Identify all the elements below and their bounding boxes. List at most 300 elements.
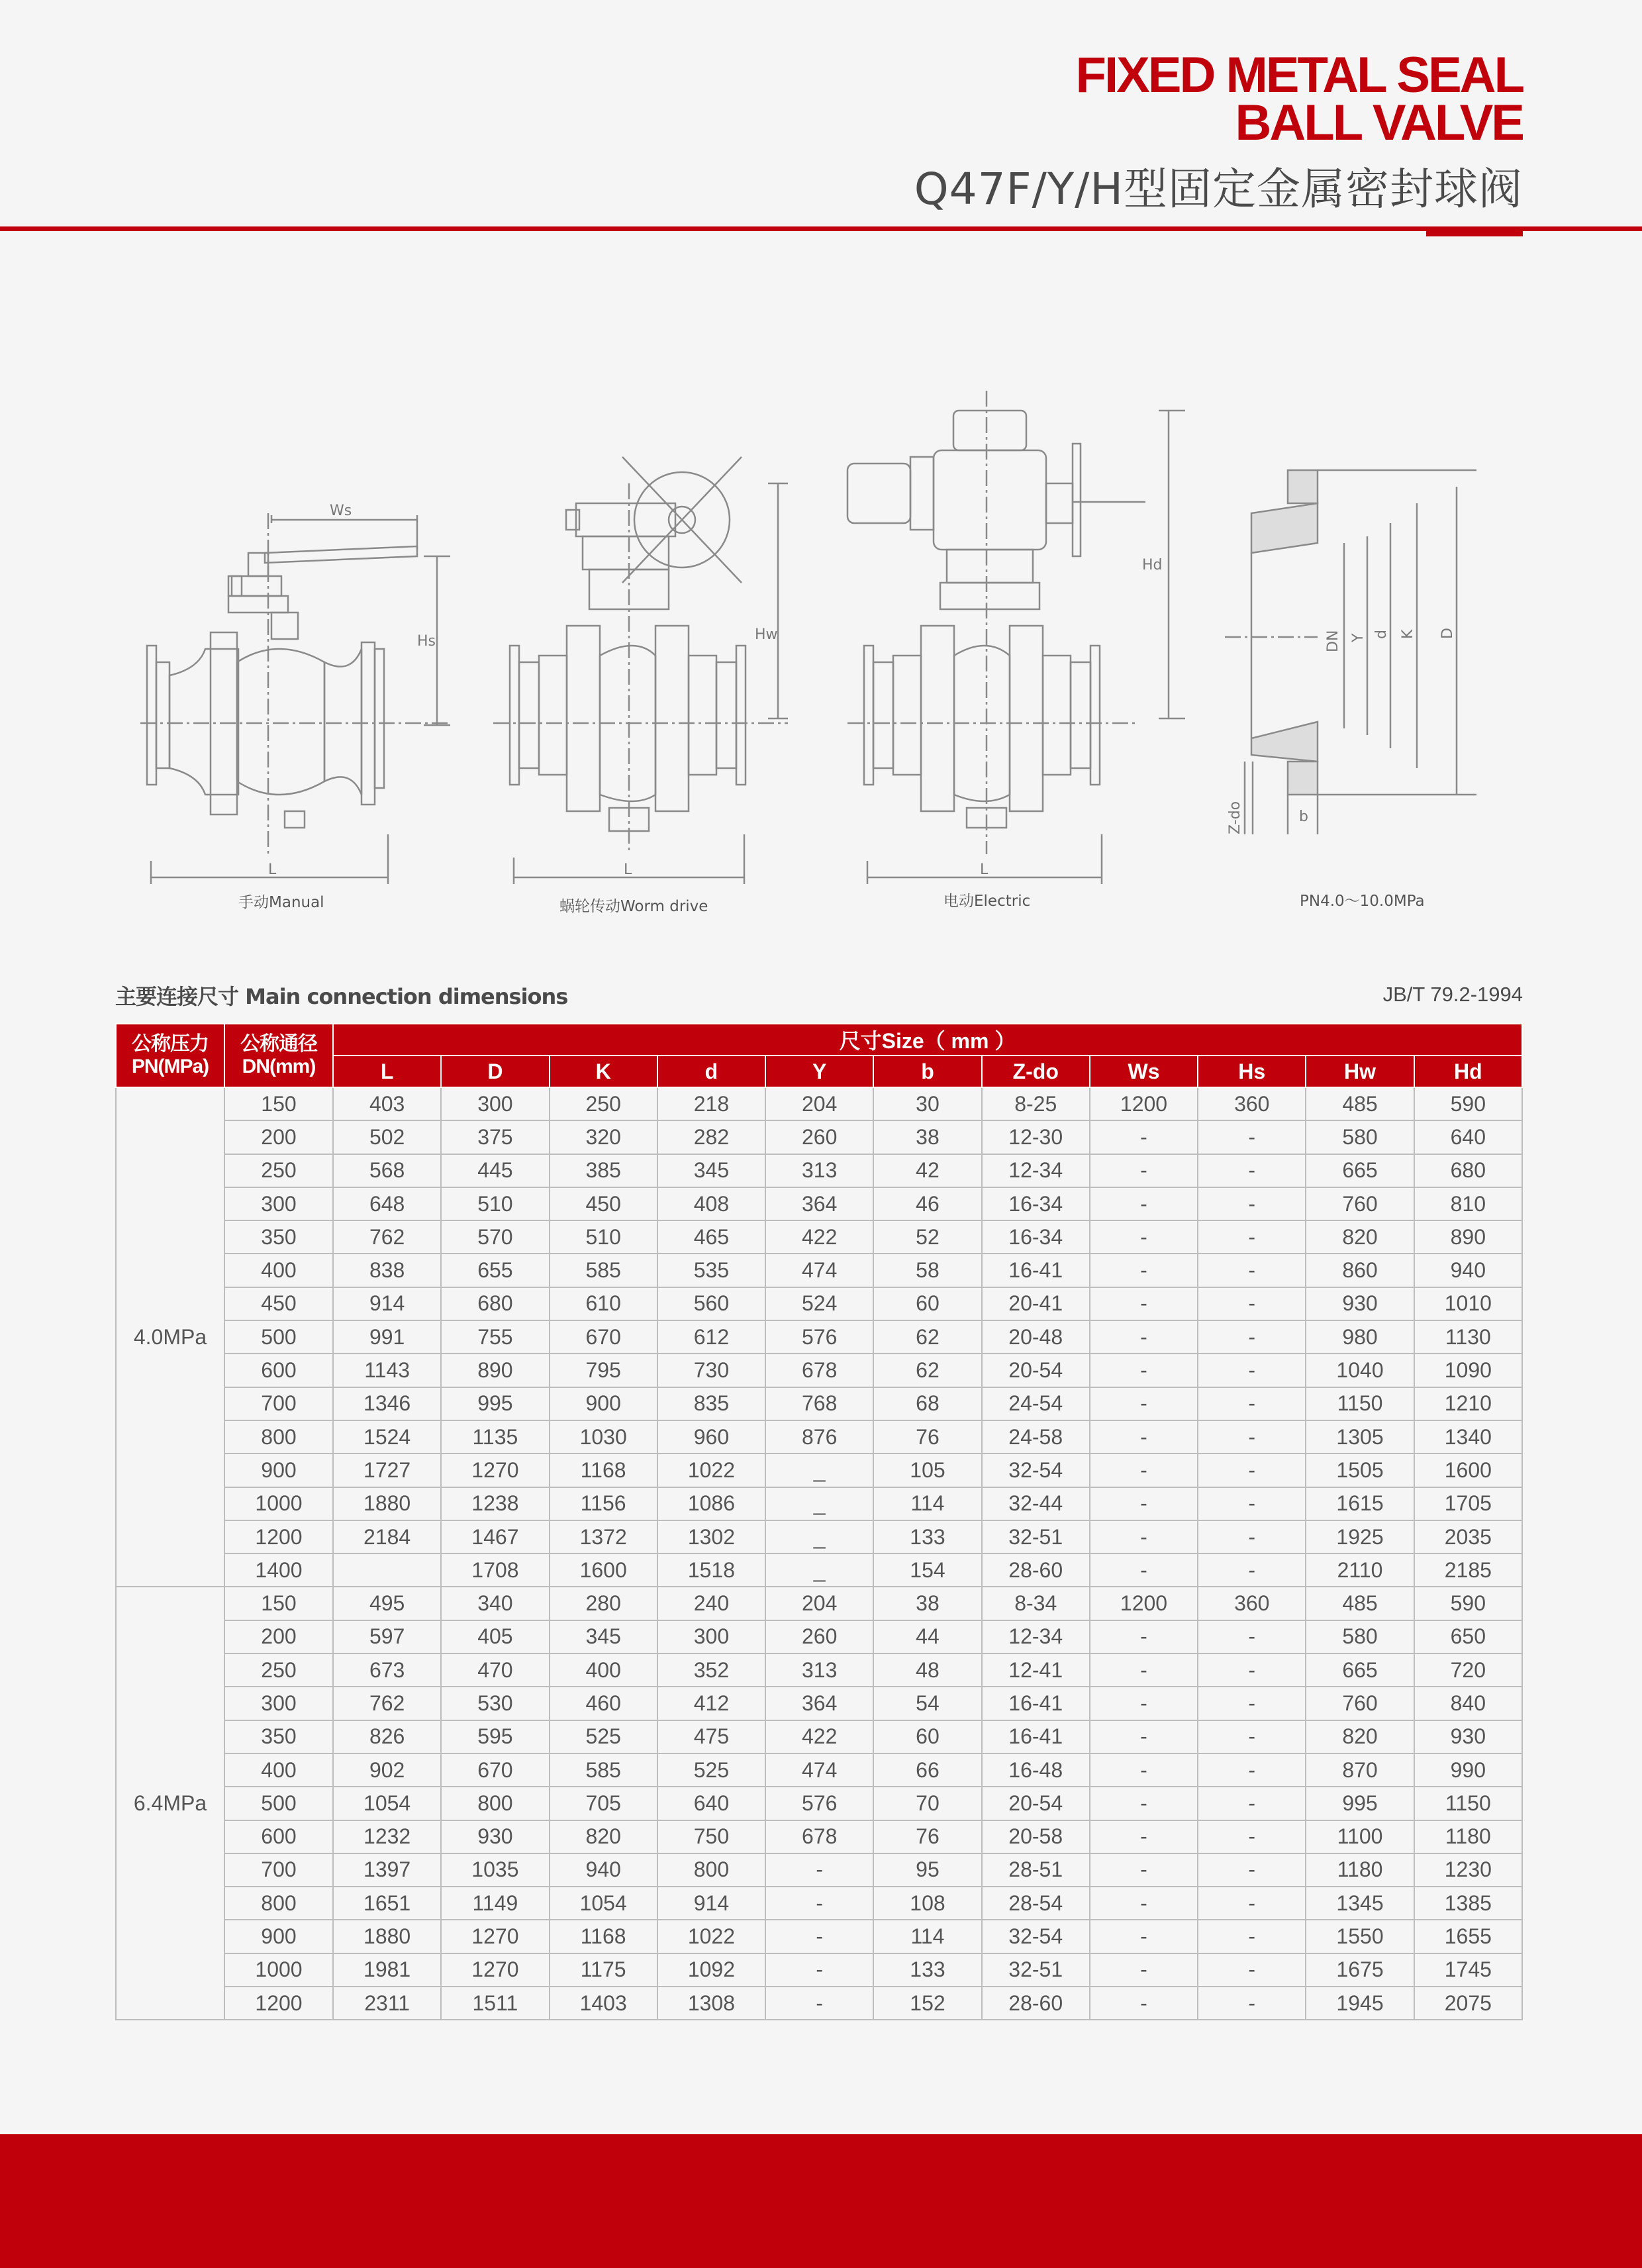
table-cell: - (1198, 1653, 1306, 1687)
table-cell: 320 (550, 1120, 657, 1154)
table-row (116, 1154, 1522, 1187)
table-cell: 1981 (333, 1953, 441, 1987)
table-cell: 28-54 (982, 1887, 1090, 1920)
table-cell: 1302 (657, 1520, 765, 1553)
table-cell: 705 (550, 1787, 657, 1820)
table-cell: 20-58 (982, 1820, 1090, 1853)
table-cell: - (1090, 1753, 1198, 1787)
table-cell: 300 (224, 1687, 333, 1720)
table-cell: 405 (441, 1620, 549, 1653)
table-cell: 560 (657, 1287, 765, 1320)
table-cell: 1150 (1306, 1387, 1414, 1420)
table-row (116, 1287, 1522, 1320)
label-hs: Hs (417, 633, 436, 650)
table-cell: 838 (333, 1254, 441, 1287)
label-D: D (1439, 628, 1456, 639)
table-cell: 300 (224, 1187, 333, 1220)
table-cell: 28-51 (982, 1853, 1090, 1887)
table-cell: - (1090, 1420, 1198, 1454)
table-cell: 1200 (224, 1987, 333, 2020)
table-cell: 364 (765, 1187, 873, 1220)
label-l-electric: L (980, 862, 989, 878)
table-cell: 300 (441, 1087, 549, 1120)
table-cell: 350 (224, 1720, 333, 1753)
table-cell: 902 (333, 1753, 441, 1787)
table-cell: 810 (1414, 1187, 1522, 1220)
table-cell: 640 (657, 1787, 765, 1820)
table-cell: 32-44 (982, 1487, 1090, 1520)
table-cell: 340 (441, 1587, 549, 1620)
table-cell: 1745 (1414, 1953, 1522, 1987)
table-cell: - (765, 1953, 873, 1987)
table-cell: - (1090, 1320, 1198, 1354)
column-header: Z-do (982, 1056, 1090, 1087)
table-cell: 450 (550, 1187, 657, 1220)
table-cell: 218 (657, 1087, 765, 1120)
table-cell: 2035 (1414, 1520, 1522, 1553)
table-cell: 914 (333, 1287, 441, 1320)
table-cell: 980 (1306, 1320, 1414, 1354)
table-cell: 900 (224, 1454, 333, 1487)
table-cell: 16-41 (982, 1687, 1090, 1720)
table-cell: 1305 (1306, 1420, 1414, 1454)
header-rule-accent (1426, 226, 1523, 236)
table-cell: 460 (550, 1687, 657, 1720)
table-cell: 1230 (1414, 1853, 1522, 1887)
table-cell: 990 (1414, 1753, 1522, 1787)
table-cell: - (1198, 1987, 1306, 2020)
table-cell: 204 (765, 1587, 873, 1620)
table-cell: 76 (873, 1420, 981, 1454)
table-cell: - (1198, 1487, 1306, 1520)
table-cell: 422 (765, 1720, 873, 1753)
table-cell: 70 (873, 1787, 981, 1820)
table-row (116, 1953, 1522, 1987)
table-cell: 1035 (441, 1853, 549, 1887)
table-cell: 352 (657, 1653, 765, 1687)
table-cell: 345 (550, 1620, 657, 1653)
table-cell: - (1090, 1387, 1198, 1420)
table-cell: 133 (873, 1953, 981, 1987)
table-cell: 2311 (333, 1987, 441, 2020)
column-header: Hs (1198, 1056, 1306, 1087)
table-cell: 1022 (657, 1454, 765, 1487)
table-cell: 16-41 (982, 1720, 1090, 1753)
label-hw: Hw (755, 626, 778, 643)
table-cell: 760 (1306, 1187, 1414, 1220)
table-cell: 42 (873, 1154, 981, 1187)
header-dn-line: 公称通径 (240, 1033, 317, 1055)
table-cell: 465 (657, 1220, 765, 1254)
title-line-2: BALL VALVE (1235, 95, 1523, 151)
table-cell: 400 (550, 1653, 657, 1687)
header-dn (224, 1024, 333, 1087)
manual-valve-drawing (140, 513, 450, 884)
table-cell: 1175 (550, 1953, 657, 1987)
table-cell: 860 (1306, 1254, 1414, 1287)
table-cell: 200 (224, 1620, 333, 1653)
table-cell: 154 (873, 1553, 981, 1587)
table-cell: 16-41 (982, 1254, 1090, 1287)
dimension-labels (268, 503, 1456, 878)
table-cell: - (1090, 1987, 1198, 2020)
page-subtitle-cn: Q47F/Y/H型固定金属密封球阀 (914, 164, 1523, 215)
table-cell: - (1090, 1920, 1198, 1953)
table-cell: 1210 (1414, 1387, 1522, 1420)
table-cell: 422 (765, 1220, 873, 1254)
table-cell: 46 (873, 1187, 981, 1220)
table-cell: 1340 (1414, 1420, 1522, 1454)
table-cell: - (1090, 1887, 1198, 1920)
table-cell: 585 (550, 1753, 657, 1787)
table-cell: - (1198, 1320, 1306, 1354)
table-cell: 32-54 (982, 1920, 1090, 1953)
table-cell: 12-34 (982, 1154, 1090, 1187)
table-row (116, 1454, 1522, 1487)
table-cell: - (1198, 1254, 1306, 1287)
table-cell: 568 (333, 1154, 441, 1187)
table-cell: - (1198, 1720, 1306, 1753)
table-row (116, 1620, 1522, 1653)
table-cell: - (1090, 1520, 1198, 1553)
table-cell: 204 (765, 1087, 873, 1120)
table-cell: 1200 (1090, 1587, 1198, 1620)
table-cell: 870 (1306, 1753, 1414, 1787)
table-cell: 678 (765, 1820, 873, 1853)
table-cell: 678 (765, 1354, 873, 1387)
table-cell (333, 1553, 441, 1587)
table-cell: 450 (224, 1287, 333, 1320)
worm-drive-valve-drawing (493, 457, 788, 884)
table-cell: 1400 (224, 1553, 333, 1587)
table-cell: 20-41 (982, 1287, 1090, 1320)
table-cell: 260 (765, 1620, 873, 1653)
table-cell: 960 (657, 1420, 765, 1454)
header-size: 尺寸Size（ mm ） (333, 1024, 1522, 1056)
dimensions-table (115, 1023, 1523, 2020)
table-cell: 930 (1414, 1720, 1522, 1753)
table-cell: - (1198, 1220, 1306, 1254)
label-b: b (1299, 809, 1308, 825)
table-cell: - (1198, 1354, 1306, 1387)
table-cell: 590 (1414, 1087, 1522, 1120)
table-cell: 1403 (550, 1987, 657, 2020)
table-cell: 375 (441, 1120, 549, 1154)
table-cell: 1092 (657, 1953, 765, 1987)
table-cell: 1600 (550, 1553, 657, 1587)
table-row (116, 1753, 1522, 1787)
table-cell: 44 (873, 1620, 981, 1653)
table-cell: 1130 (1414, 1320, 1522, 1354)
table-cell: 62 (873, 1354, 981, 1387)
table-cell: 762 (333, 1687, 441, 1720)
table-row (116, 1687, 1522, 1720)
table-cell: - (1198, 1287, 1306, 1320)
table-cell: 1705 (1414, 1487, 1522, 1520)
table-row (116, 1820, 1522, 1853)
table-cell: - (765, 1887, 873, 1920)
column-header: d (657, 1056, 765, 1087)
table-cell: - (1198, 1920, 1306, 1953)
table-cell: 412 (657, 1687, 765, 1720)
table-cell: 1090 (1414, 1354, 1522, 1387)
table-cell: 1270 (441, 1920, 549, 1953)
table-cell: 60 (873, 1287, 981, 1320)
table-cell: 665 (1306, 1653, 1414, 1687)
table-cell: 755 (441, 1320, 549, 1354)
table-cell: 280 (550, 1587, 657, 1620)
table-cell: - (1090, 1953, 1198, 1987)
table-cell: 650 (1414, 1620, 1522, 1653)
table-cell: - (1198, 1553, 1306, 1587)
table-row (116, 1887, 1522, 1920)
table-cell: 890 (1414, 1220, 1522, 1254)
table-cell: - (1198, 1120, 1306, 1154)
table-cell: 8-34 (982, 1587, 1090, 1620)
table-cell: - (1090, 1787, 1198, 1820)
table-cell: 1180 (1306, 1853, 1414, 1887)
table-cell: 840 (1414, 1687, 1522, 1720)
pressure-group-cell: 6.4MPa (116, 1587, 224, 2020)
table-cell: 730 (657, 1354, 765, 1387)
header-rule (0, 226, 1642, 231)
table-cell: 150 (224, 1087, 333, 1120)
table-cell: 835 (657, 1387, 765, 1420)
table-cell: 1030 (550, 1420, 657, 1454)
table-cell: - (1198, 1187, 1306, 1220)
table-cell: 762 (333, 1220, 441, 1254)
table-cell: 114 (873, 1920, 981, 1953)
table-cell: - (1090, 1220, 1198, 1254)
table-cell: 665 (1306, 1154, 1414, 1187)
table-cell: - (765, 1987, 873, 2020)
table-cell: 890 (441, 1354, 549, 1387)
table-cell: - (1090, 1553, 1198, 1587)
table-row (116, 1254, 1522, 1287)
header-dn-line: DN(mm) (242, 1056, 316, 1077)
table-cell: - (1198, 1687, 1306, 1720)
table-cell: 1615 (1306, 1487, 1414, 1520)
table-cell: - (1198, 1420, 1306, 1454)
table-cell: - (1090, 1154, 1198, 1187)
table-cell: 445 (441, 1154, 549, 1187)
table-row (116, 1387, 1522, 1420)
table-row (116, 1787, 1522, 1820)
table-cell: 68 (873, 1387, 981, 1420)
table-row (116, 1087, 1522, 1120)
table-cell: 795 (550, 1354, 657, 1387)
table-cell: 597 (333, 1620, 441, 1653)
table-cell: 52 (873, 1220, 981, 1254)
table-cell: _ (765, 1553, 873, 1587)
table-cell: 1655 (1414, 1920, 1522, 1953)
table-cell: - (1198, 1753, 1306, 1787)
table-cell: 510 (550, 1220, 657, 1254)
table-cell: 152 (873, 1987, 981, 2020)
table-cell: _ (765, 1454, 873, 1487)
table-cell: - (1198, 1520, 1306, 1553)
table-cell: 12-34 (982, 1620, 1090, 1653)
table-cell: 1397 (333, 1853, 441, 1887)
table-cell: 800 (657, 1853, 765, 1887)
section-title: 主要连接尺寸 Main connection dimensions (115, 984, 568, 1009)
table-cell: 1372 (550, 1520, 657, 1553)
table-cell: - (765, 1920, 873, 1953)
table-row (116, 1320, 1522, 1354)
valve-drawings (0, 371, 1642, 927)
table-cell: 400 (224, 1254, 333, 1287)
table-cell: 32-51 (982, 1953, 1090, 1987)
table-cell: 1346 (333, 1387, 441, 1420)
label-l-manual: L (268, 862, 277, 878)
table-cell: 485 (1306, 1087, 1414, 1120)
table-cell: 535 (657, 1254, 765, 1287)
table-cell: 38 (873, 1587, 981, 1620)
label-d: d (1373, 630, 1390, 639)
table-cell: 260 (765, 1120, 873, 1154)
table-cell: 1168 (550, 1920, 657, 1953)
table-cell: 300 (657, 1620, 765, 1653)
table-cell: 364 (765, 1687, 873, 1720)
table-cell: 580 (1306, 1120, 1414, 1154)
table-cell: 66 (873, 1753, 981, 1787)
table-cell: 200 (224, 1120, 333, 1154)
table-cell: 670 (550, 1320, 657, 1354)
table-cell: 474 (765, 1254, 873, 1287)
table-cell: 500 (224, 1320, 333, 1354)
table-row (116, 1220, 1522, 1254)
table-cell: 1524 (333, 1420, 441, 1454)
table-cell: 400 (224, 1753, 333, 1787)
table-cell: 1150 (1414, 1787, 1522, 1820)
table-cell: 95 (873, 1853, 981, 1887)
table-cell: 54 (873, 1687, 981, 1720)
table-cell: 360 (1198, 1587, 1306, 1620)
table-cell: 20-48 (982, 1320, 1090, 1354)
table-cell: 1550 (1306, 1920, 1414, 1953)
table-cell: 1675 (1306, 1953, 1414, 1987)
table-cell: 1385 (1414, 1887, 1522, 1920)
table-cell: 240 (657, 1587, 765, 1620)
table-cell: 612 (657, 1320, 765, 1354)
table-cell: 250 (224, 1154, 333, 1187)
table-cell: 24-54 (982, 1387, 1090, 1420)
table-cell: 1238 (441, 1487, 549, 1520)
column-header: Ws (1090, 1056, 1198, 1087)
table-cell: 1168 (550, 1454, 657, 1487)
table-cell: 385 (550, 1154, 657, 1187)
table-cell: 1511 (441, 1987, 549, 2020)
table-cell: - (1090, 1454, 1198, 1487)
table-cell: 590 (1414, 1587, 1522, 1620)
label-ws: Ws (330, 503, 352, 519)
table-cell: 995 (441, 1387, 549, 1420)
table-cell: 1945 (1306, 1987, 1414, 2020)
table-cell: 525 (550, 1720, 657, 1753)
table-row (116, 1720, 1522, 1753)
table-cell: 474 (765, 1753, 873, 1787)
table-cell: 32-54 (982, 1454, 1090, 1487)
table-cell: 58 (873, 1254, 981, 1287)
table-cell: 1086 (657, 1487, 765, 1520)
table-cell: 485 (1306, 1587, 1414, 1620)
table-cell: 576 (765, 1320, 873, 1354)
column-header: b (873, 1056, 981, 1087)
table-cell: - (1198, 1820, 1306, 1853)
column-header: D (441, 1056, 549, 1087)
table-cell: - (1090, 1187, 1198, 1220)
table-cell: 16-48 (982, 1753, 1090, 1787)
table-cell: 1200 (224, 1520, 333, 1553)
label-hd: Hd (1142, 557, 1163, 573)
table-cell: 20-54 (982, 1354, 1090, 1387)
table-cell: - (1090, 1820, 1198, 1853)
table-cell: 930 (1306, 1287, 1414, 1320)
table-cell: 30 (873, 1087, 981, 1120)
table-cell: 350 (224, 1220, 333, 1254)
caption-worm-drive: 蜗轮传动Worm drive (559, 898, 708, 915)
table-cell: 720 (1414, 1653, 1522, 1687)
column-header: L (333, 1056, 441, 1087)
table-cell: - (1090, 1254, 1198, 1287)
table-cell: 360 (1198, 1087, 1306, 1120)
table-row (116, 1487, 1522, 1520)
table-cell: 640 (1414, 1120, 1522, 1154)
table-cell: - (765, 1853, 873, 1887)
table-cell: 1054 (550, 1887, 657, 1920)
table-cell: 282 (657, 1120, 765, 1154)
table-cell: 250 (224, 1653, 333, 1687)
title-line-1: FIXED METAL SEAL (1075, 47, 1523, 103)
table-cell: 750 (657, 1820, 765, 1853)
table-cell: 12-30 (982, 1120, 1090, 1154)
table-cell: 1200 (1090, 1087, 1198, 1120)
table-cell: 670 (441, 1753, 549, 1787)
caption-manual: 手动Manual (238, 894, 324, 911)
table-cell: 470 (441, 1653, 549, 1687)
column-header: K (550, 1056, 657, 1087)
table-cell: 1180 (1414, 1820, 1522, 1853)
table-cell: 114 (873, 1487, 981, 1520)
table-cell: 826 (333, 1720, 441, 1753)
table-cell: 648 (333, 1187, 441, 1220)
table-cell: 133 (873, 1520, 981, 1553)
table-cell: 700 (224, 1387, 333, 1420)
table-cell: 995 (1306, 1787, 1414, 1820)
table-cell: 585 (550, 1254, 657, 1287)
table-cell: 930 (441, 1820, 549, 1853)
table-row (116, 1553, 1522, 1587)
table-cell: 1022 (657, 1920, 765, 1953)
table-cell: - (1090, 1853, 1198, 1887)
table-cell: 914 (657, 1887, 765, 1920)
table-cell: 595 (441, 1720, 549, 1753)
table-cell: 1010 (1414, 1287, 1522, 1320)
table-row (116, 1120, 1522, 1154)
table-cell: 610 (550, 1287, 657, 1320)
table-cell: 768 (765, 1387, 873, 1420)
table-cell: 60 (873, 1720, 981, 1753)
table-cell: 408 (657, 1187, 765, 1220)
table-cell: 900 (224, 1920, 333, 1953)
table-cell: 502 (333, 1120, 441, 1154)
table-cell: 345 (657, 1154, 765, 1187)
table-cell: 1143 (333, 1354, 441, 1387)
table-cell: 1232 (333, 1820, 441, 1853)
table-cell: 991 (333, 1320, 441, 1354)
label-dn: DN (1325, 630, 1341, 652)
table-cell: 1054 (333, 1787, 441, 1820)
